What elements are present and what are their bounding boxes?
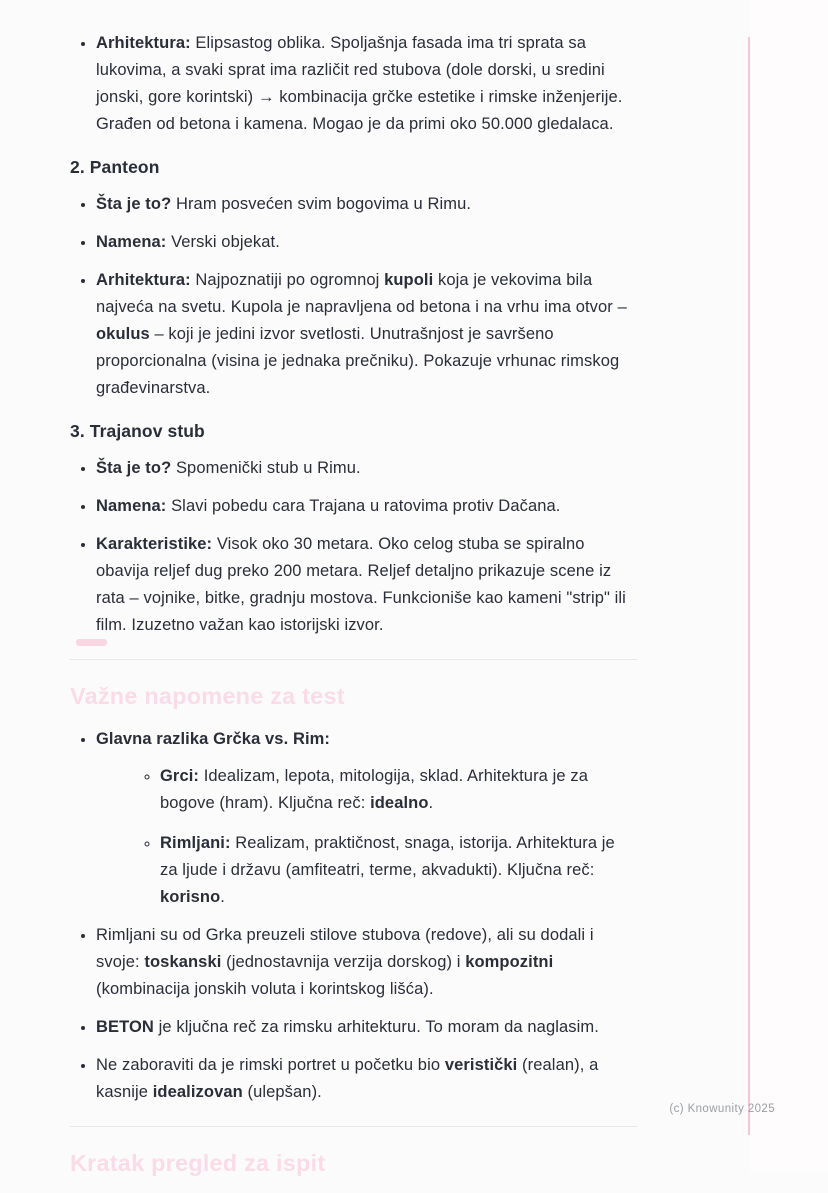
sub-list-item: ◦ Rimljani: Realizam, praktičnost, snaga, istorija. Arhitektura je za ljude i državu (amfiteatri, terme, akvadukti). Ključna reč: korisno.	[160, 830, 637, 911]
list-item: • Namena: Verski objekat.	[96, 229, 637, 256]
list-item: • Namena: Slavi pobedu cara Trajana u ratovima protiv Dačana.	[96, 493, 637, 520]
list-item: • Rimljani su od Grka preuzeli stilove stubova (redove), ali su dodali i svoje: toskanski (jednostavnija verzija dorskog) i kompozitni (kombinacija jonskih voluta i korintskog lišća).	[96, 922, 637, 1003]
list-item: • Arhitektura: Elipsastog oblika. Spoljašnja fasada ima tri sprata sa lukovima, a svaki sprat ima različit red stubova (dole dorski, u sredini jonski, gore korintski) → kombinacija grčke estetike i rimske inženjerije. Građen od betona i kamena. Mogao je da primi oko 50.000 gledalaca.	[96, 30, 637, 138]
pink-heading-kratak-pregled: Kratak pregled za ispit	[70, 1150, 326, 1176]
list-item-text: Glavna razlika Grčka vs. Rim:	[96, 730, 331, 748]
pink-highlight-mark	[76, 639, 107, 646]
notes-sub-bullet-list	[96, 763, 637, 911]
pink-heading-vazne-napomene: Važne napomene za test	[70, 683, 345, 709]
list-item: • BETON je ključna reč za rimsku arhitekturu. To moram da naglasim.	[96, 1014, 637, 1041]
section-heading-panteon: 2. Panteon	[70, 157, 160, 177]
list-item: • Arhitektura: Najpoznatiji po ogromnoj kupoli koja je vekovima bila najveća na svetu. Kupola je napravljena od betona i na vrhu ima otvor – okulus – koji je jedini izvor svetlosti. Unutrašnjost je savršeno proporcionalna (visina je jednaka prečniku). Pokazuje vrhunac rimskog građevinarstva.	[96, 267, 637, 402]
colosseum-bullet-list	[70, 30, 637, 138]
page-edge-line	[748, 37, 750, 1135]
list-item: • Ne zaboraviti da je rimski portret u početku bio veristički (realan), a kasnije idealizovan (ulepšan).	[96, 1052, 637, 1106]
list-item: • Karakteristike: Visok oko 30 metara. Oko celog stuba se spiralno obavija reljef dug preko 200 metara. Reljef detaljno prikazuje scene iz rata – vojnike, bitke, gradnju mostova. Funkcioniše kao kameni "strip" ili film. Izuzetno važan kao istorijski izvor.	[96, 531, 637, 639]
section-divider	[70, 659, 637, 660]
watermark: (c) Knowunity 2025	[669, 1103, 775, 1115]
section-heading-trajanov-stub: 3. Trajanov stub	[70, 421, 205, 441]
list-item	[96, 726, 637, 911]
sub-list-item: ◦ Grci: Idealizam, lepota, mitologija, sklad. Arhitektura je za bogove (hram). Ključna reč: idealno.	[160, 763, 637, 817]
section-divider	[70, 1126, 637, 1127]
list-item: • Šta je to? Spomenički stub u Rimu.	[96, 455, 637, 482]
page-edge-band	[750, 0, 828, 1171]
document-content	[70, 30, 637, 1193]
list-item: • Šta je to? Hram posvećen svim bogovima u Rimu.	[96, 191, 637, 218]
trajan-bullet-list	[70, 455, 637, 639]
panteon-bullet-list	[70, 191, 637, 402]
notes-bullet-list	[70, 726, 637, 1106]
